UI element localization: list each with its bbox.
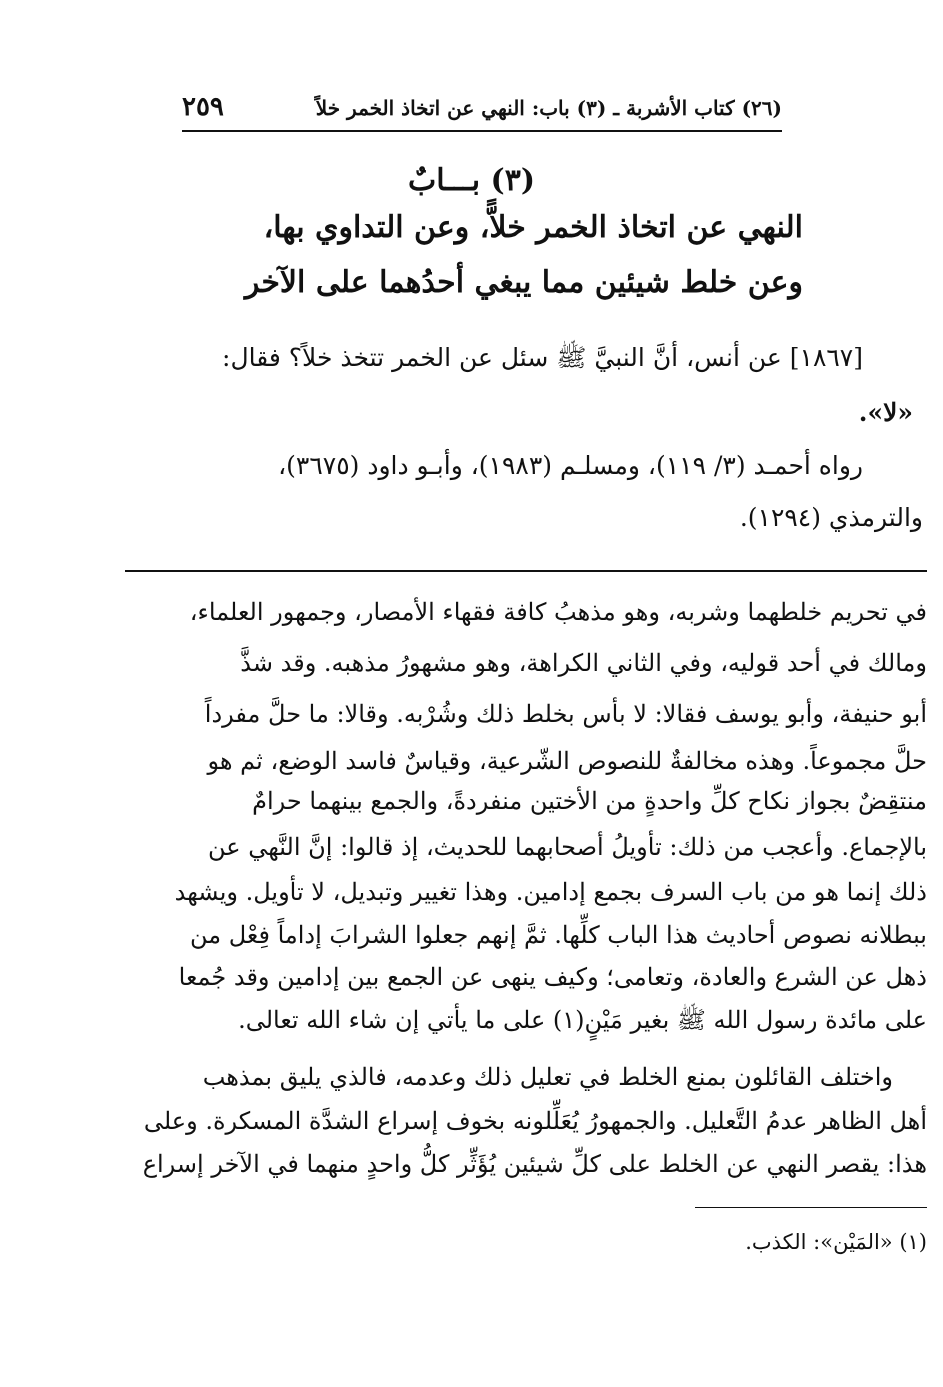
commentary-line: أهل الظاهر عدمُ التَّعليل. والجمهورُ يُعَلِّلونه بخوف إسراع الشدَّة المسكرة. وعلى — [143, 1107, 927, 1135]
running-header — [182, 92, 782, 132]
commentary-line: واختلف القائلون بمنع الخلط في تعليل ذلك وعدمه، فالذي يليق بمذهب — [202, 1063, 893, 1091]
hadith-text-line-1: [١٨٦٧] عن أنس، أنَّ النبيَّ ﷺ سئل عن الخمر تتخذ خلاً؟ فقال: — [222, 343, 863, 372]
chapter-number: (٣) بـــابٌ — [407, 163, 536, 198]
page-number: ٢٥٩ — [182, 92, 224, 122]
commentary-line: في تحريم خلطهما وشربه، وهو مذهبُ كافة فقهاء الأمصار، وجمهور العلماء، — [189, 598, 927, 626]
footnote-rule — [695, 1207, 927, 1208]
section-divider — [125, 570, 927, 572]
chapter-title-line-1: النهي عن اتخاذ الخمر خلاًّ، وعن التداوي بها، — [263, 210, 803, 245]
chapter-title-line-2: وعن خلط شيئين مما يبغي أحدُهما على الآخر — [244, 265, 803, 300]
commentary-line: حلَّ مجموعاً. وهذه مخالفةٌ للنصوص الشّرعية، وقياسٌ فاسد الوضع، ثم هو — [207, 747, 927, 775]
commentary-line: على مائدة رسول الله ﷺ بغير مَيْنٍ(١) على ما يأتي إن شاء الله تعالى. — [238, 1006, 927, 1034]
commentary-line: ومالك في أحد قوليه، وفي الثاني الكراهة، وهو مشهورُ مذهبه. وقد شذَّ — [240, 649, 927, 677]
commentary-line: منتقِضٌ بجواز نكاح كلِّ واحدةٍ من الأختين منفردةً، والجمع بينهما حرامٌ — [252, 787, 927, 815]
header-rule — [182, 130, 782, 132]
running-header-title: (٢٦) كتاب الأشربة ـ (٣) باب: النهي عن اتخاذ الخمر خلاً — [315, 96, 782, 120]
footnote: (١) «المَيْن»: الكذب. — [745, 1230, 927, 1254]
commentary-line: بالإجماع. وأعجب من ذلك: تأويلُ أصحابهما للحديث، إذ قالوا: إنَّ النَّهي عن — [208, 833, 927, 861]
commentary-line: ببطلانه نصوص أحاديث هذا الباب كلِّها. ثمَّ إنهم جعلوا الشرابَ إداماً فِعْل من — [189, 921, 927, 949]
commentary-line: ذلك إنما هو من باب السرف بجمع إدامين. وهذا تغيير وتبديل، لا تأويل. ويشهد — [174, 878, 927, 906]
commentary-line: هذا: يقصر النهي عن الخلط على كلِّ شيئين يُؤَثِّر كلُّ واحدٍ منهما في الآخر إسراع — [142, 1150, 927, 1178]
sources-line-1: رواه أحمـد (٣/ ١١٩)، ومسلـم (١٩٨٣)، وأبـو داود (٣٦٧٥)، — [278, 451, 863, 480]
commentary-line: ذهل عن الشرع والعادة، وتعامى؛ وكيف ينهى عن الجمع بين إدامين وقد جُمعا — [178, 963, 927, 991]
hadith-text-line-2: «لا». — [858, 398, 913, 427]
commentary-line: أبو حنيفة، وأبو يوسف فقالا: لا بأس بخلط ذلك وشُرْبه. وقالا: ما حلَّ مفرداً — [204, 700, 927, 728]
sources-line-2: والترمذي (١٢٩٤). — [739, 503, 923, 532]
